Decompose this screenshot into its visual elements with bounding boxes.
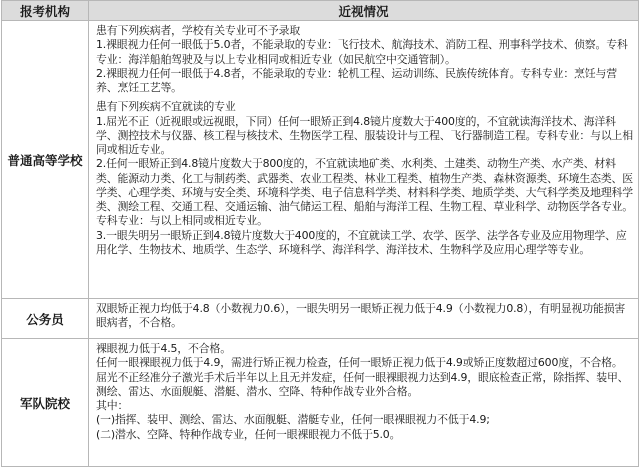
text-line: 患有下列疾病不宜就读的专业	[96, 100, 236, 114]
institution-military: 军队院校	[2, 339, 89, 467]
institution-university: 普通高等学校	[2, 21, 89, 299]
text-line: 1.裸眼视力任何一眼低于5.0者，不能录取的专业：飞行技术、航海技术、消防工程、刑事科学技术、侦察。专科专业：海洋船舶驾驶及与以上专业相同或相近专业（如民航空中交通管制）。	[96, 38, 628, 66]
table-row-military	[2, 339, 639, 467]
header-condition: 近视情况	[89, 1, 639, 21]
text-line: 1.屈光不正（近视眼或远视眼，下同）任何一眼矫正到4.8镜片度数大于400度的，不宜就读海洋技术、海洋科学、测控技术与仪器、核工程与核技术、生物医学工程、服装设计与工程、飞行器制造工程。专科专业：与以上相同或相近专业。	[96, 114, 634, 156]
text-line: 裸眼视力低于4.5，不合格。	[96, 342, 232, 355]
text-line: (二)潜水、空降、特种作战专业，任何一眼裸眼视力不低于5.0。	[96, 427, 401, 441]
vision-requirements-table	[1, 0, 639, 467]
text-line: (一)指挥、装甲、测绘、雷达、水面舰艇、潜艇专业，任何一眼裸眼视力不低于4.9;	[96, 413, 490, 427]
condition-civil-servant	[89, 299, 639, 339]
condition-military	[89, 339, 639, 467]
text-line: 3.一眼失明另一眼矫正到4.8镜片度数大于400度的，不宜就读工学、农学、医学、法学各专业及应用物理学、应用化学、生物技术、地质学、生态学、环境科学、海洋科学、海洋技术、生物科学及应用心理学等专业。	[96, 228, 627, 256]
text-line: 2.任何一眼矫正到4.8镜片度数大于800度的，不宜就读地矿类、水利类、土建类、动物生产类、水产类、材料类、能源动力类、化工与制药类、武器类、农业工程类、林业工程类、植物生产类、森林资源类、环境生态类、医学类、心理学类、环境与安全类、环境科学类、电子信息科学类、材料科学类、地质学类、大气科学类及地理科学类、测绘工程、交通工程、交通运输、油气储运工程、船舶与海洋工程、生物工程、草业科学、动物医学各专业。专科专业：与以上相同或相近专业。	[96, 157, 634, 228]
header-institution: 报考机构	[2, 1, 89, 21]
header-row	[2, 1, 639, 21]
institution-civil-servant: 公务员	[2, 299, 89, 339]
text-line: 其中：	[96, 399, 129, 412]
text-line: 任何一眼裸眼视力低于4.9，需进行矫正视力检查，任何一眼矫正视力低于4.9或矫正度数超过600度，不合格。	[96, 356, 623, 370]
text-line: 双眼矫正视力均低于4.8（小数视力0.6），一眼失明另一眼矫正视力低于4.9（小数视力0.8），有明显视功能损害眼病者，不合格。	[96, 302, 626, 330]
text-line: 患有下列疾病者，学校有关专业可不予录取	[96, 24, 301, 37]
text-line: 2.裸眼视力任何一眼低于4.8者，不能录取的专业：轮机工程、运动训练、民族传统体育。专科专业：烹饪与营养、烹饪工艺等。	[96, 66, 618, 94]
condition-university	[89, 21, 639, 299]
table-row-university	[2, 21, 639, 299]
text-line: 屈光不正经准分子激光手术后半年以上且无并发症，任何一眼裸眼视力达到4.9，眼底检查正常，除指挥、装甲、测绘、雷达、水面舰艇、潜艇、潜水、空降、特种作战专业外合格。	[96, 370, 629, 398]
table-row-civil-servant	[2, 299, 639, 339]
